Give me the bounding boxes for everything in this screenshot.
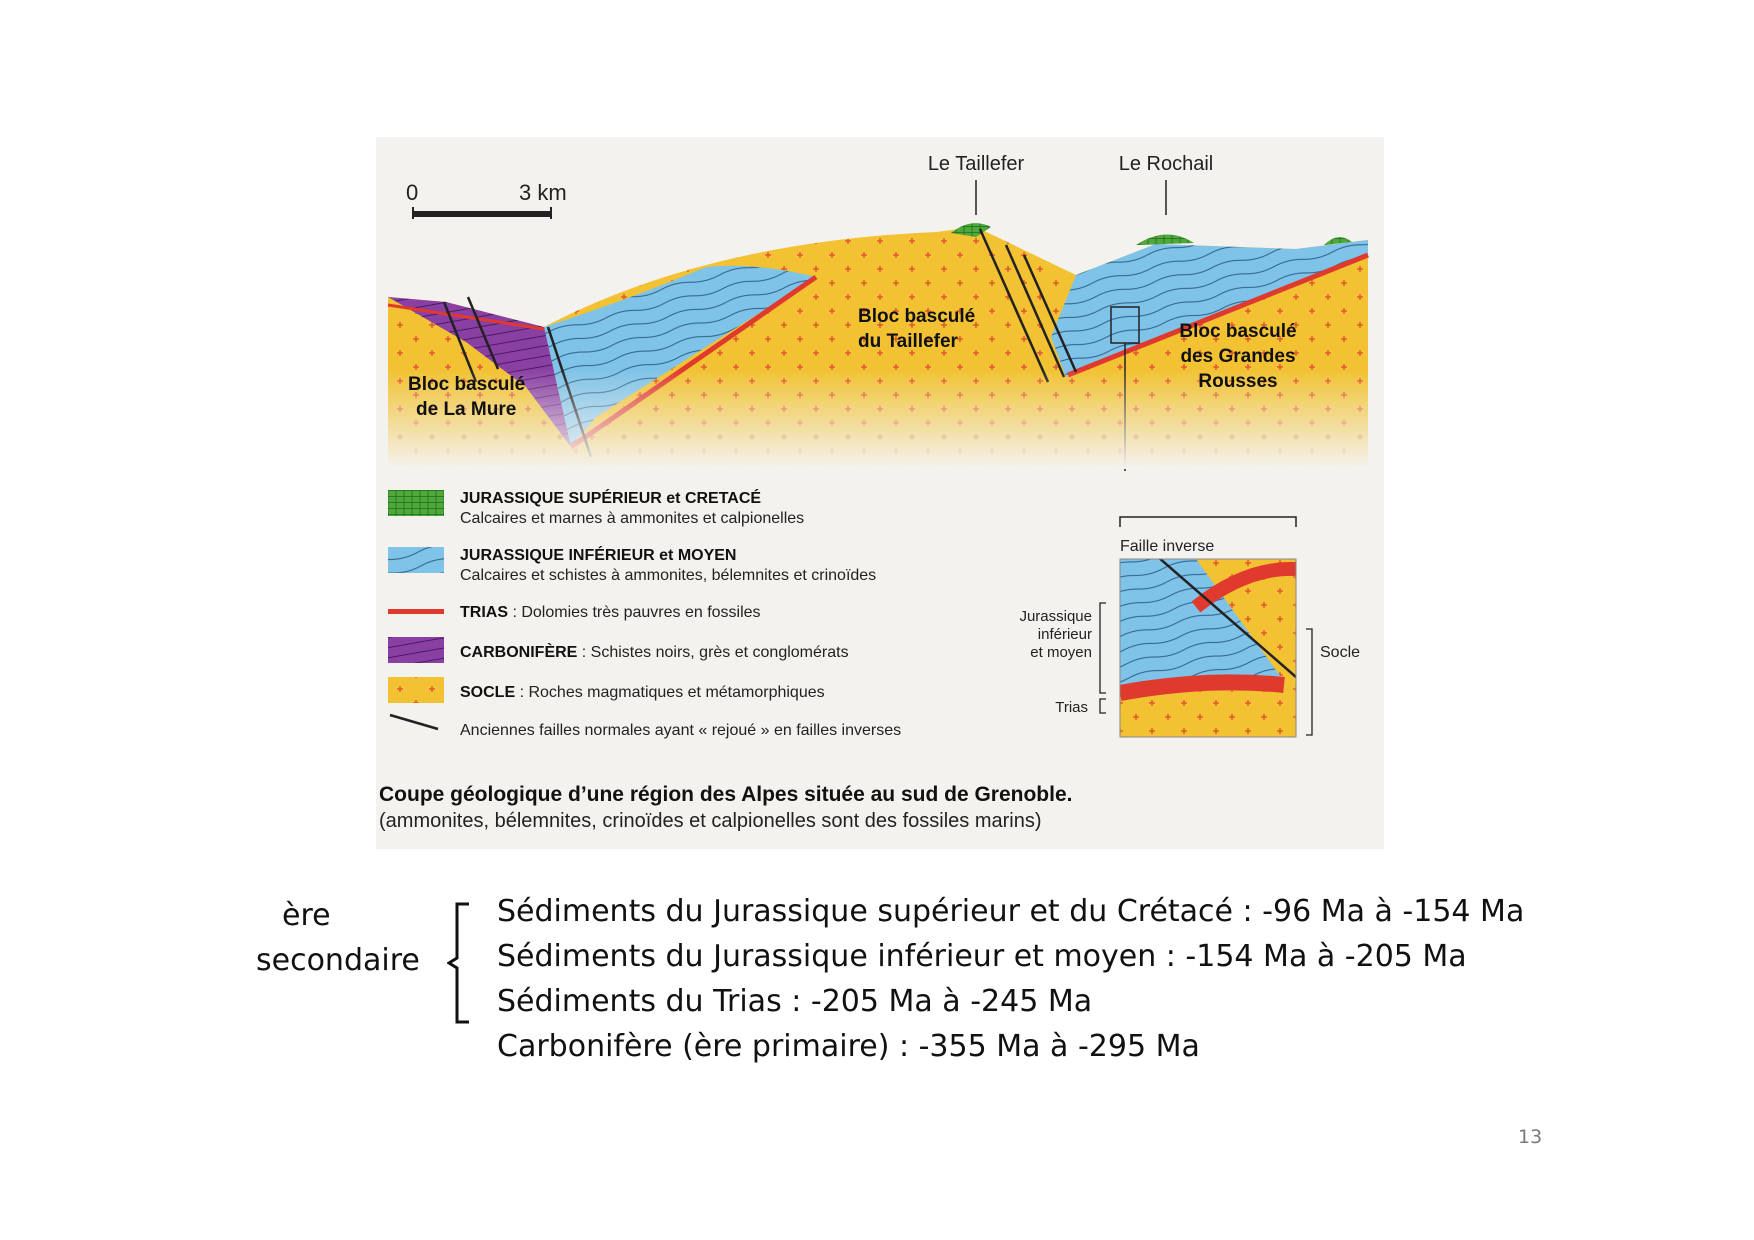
legend-item-carbonifere — [388, 637, 849, 663]
sediment-line-2: Sédiments du Jurassique inférieur et moyen : -154 Ma à -205 Ma — [497, 939, 1467, 974]
block-taillefer-label-2: du Taillefer — [858, 331, 958, 352]
page-number: 13 — [1518, 1126, 1543, 1148]
block-grandes-rousses-label-2: des Grandes — [1180, 346, 1296, 367]
legend-item-trias — [388, 604, 761, 621]
legend-jurassique-sup-title: JURASSIQUE SUPÉRIEUR et CRETACÉ — [460, 490, 762, 507]
peak-taillefer-label: Le Taillefer — [927, 153, 1025, 175]
legend-item-jurassique-sup — [388, 488, 804, 527]
sediment-line-3: Sédiments du Trias : -205 Ma à -245 Ma — [497, 984, 1093, 1019]
inset-jurassique-label-2: inférieur — [1037, 626, 1092, 643]
era-label-line2: secondaire — [256, 943, 420, 978]
legend-jurassique-inf-desc: Calcaires et schistes à ammonites, bélemnites et crinoïdes — [460, 567, 877, 584]
legend-item-socle — [388, 677, 825, 703]
inset-socle-label: Socle — [1320, 644, 1361, 661]
legend-jurassique-inf-title: JURASSIQUE INFÉRIEUR et MOYEN — [460, 547, 737, 564]
peak-markers — [928, 153, 1213, 215]
legend-item-failles — [390, 715, 901, 739]
era-label-line1: ère — [282, 898, 331, 933]
block-grandes-rousses-label-1: Bloc basculé — [1179, 321, 1297, 342]
inset-title: Faille inverse — [1120, 538, 1215, 555]
legend-socle-text: SOCLE : Roches magmatiques et métamorphiques — [460, 684, 825, 701]
block-grandes-rousses-label-3: Rousses — [1198, 371, 1278, 392]
sediment-line-1: Sédiments du Jurassique supérieur et du Crétacé : -96 Ma à -154 Ma — [497, 894, 1525, 929]
inset-jurassique-label-3: et moyen — [1030, 644, 1092, 661]
figure-caption: Coupe géologique d’une région des Alpes située au sud de Grenoble. — [379, 783, 1073, 806]
block-la-mure-label-1: Bloc basculé — [408, 374, 526, 395]
peak-rochail-label: Le Rochail — [1118, 153, 1214, 175]
legend-carbonifere-text: CARBONIFÈRE : Schistes noirs, grès et conglomérats — [460, 644, 849, 661]
legend-trias-text: TRIAS : Dolomies très pauvres en fossiles — [460, 604, 761, 621]
block-la-mure-label-2: de La Mure — [416, 399, 517, 420]
legend-item-jurassique-inf — [388, 545, 876, 584]
figure-caption-sub: (ammonites, bélemnites, crinoïdes et calpionelles sont des fossiles marins) — [379, 810, 1042, 832]
sediment-line-4: Carbonifère (ère primaire) : -355 Ma à -295 Ma — [497, 1029, 1200, 1064]
block-taillefer-label-1: Bloc basculé — [858, 306, 976, 327]
inset-faille-inverse — [1019, 517, 1360, 737]
scale-bar — [406, 180, 567, 219]
inset-trias-label: Trias — [1055, 699, 1088, 716]
inset-jurassique-label-1: Jurassique — [1019, 608, 1092, 625]
legend — [388, 488, 901, 739]
scale-zero-label: 0 — [406, 180, 419, 205]
geological-cross-section-figure — [376, 137, 1384, 849]
legend-failles-desc: Anciennes failles normales ayant « rejoué » en failles inverses — [460, 722, 902, 739]
brace-icon — [447, 902, 477, 1024]
scale-km-label: 3 km — [519, 180, 567, 205]
legend-jurassique-sup-desc: Calcaires et marnes à ammonites et calpionelles — [460, 510, 805, 527]
